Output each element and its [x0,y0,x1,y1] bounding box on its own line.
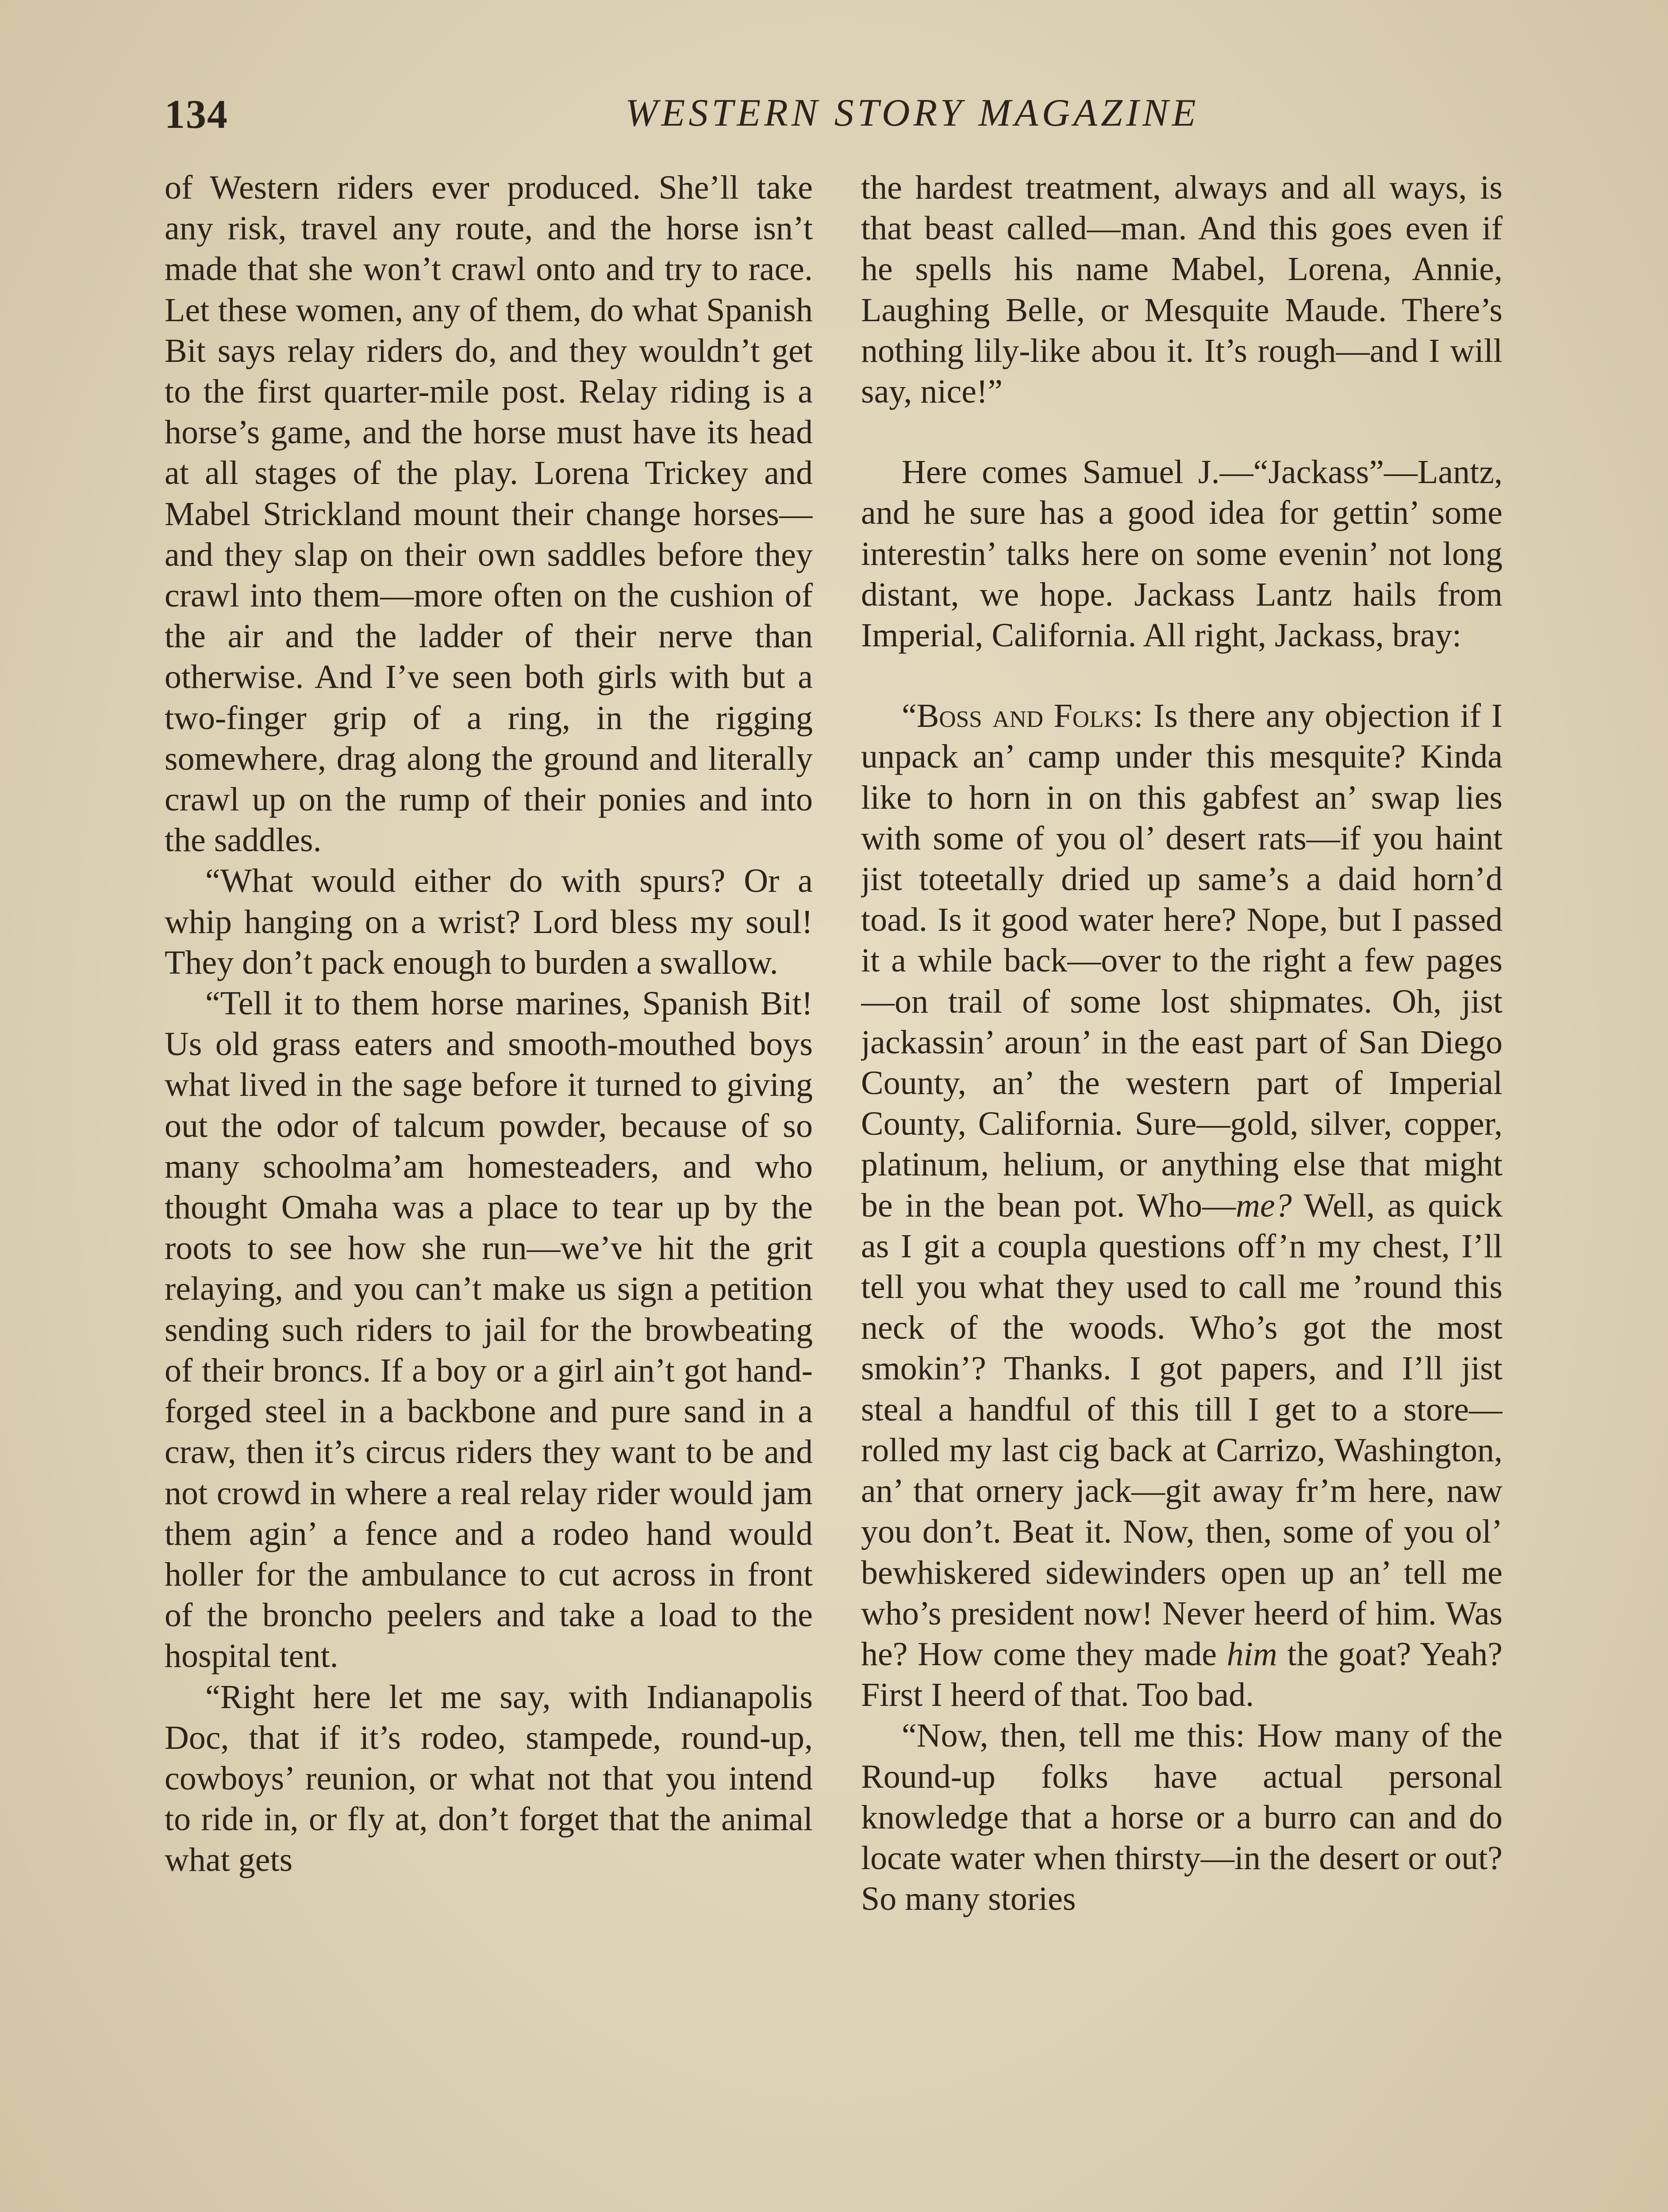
paragraph: the hardest treatment, always and all ways, is that beast called—man. And this goes even if he spells his name Mabel, Lorena, Annie, Laughing Belle, or Mesquite Maude. There’s nothing lily-like abou it. It’s rough—and I will say, nice!” [861,169,1503,411]
right-column [861,167,1503,2212]
text-run: Well, as quick as I git a coupla questions off’n my chest, I’ll tell you what they used to call me ’round this neck of the woods. Who’s got the most smokin’? Thanks. I got papers, and I’ll jist steal a handful of this till I get to a store—rolled my last cig back at Carrizo, Washington, an’ that ornery jack—git away fr’m here, naw you don’t. Beat it. Now, then, some of you ol’ bewhiskered sidewinders open up an’ tell me who’s president now! Never heerd of him. Was he? How come they made [861,1187,1503,1673]
text-run: : Is there any objection if I unpack an’ camp under this mesquite? Kinda like to horn in on this gabfest an’ swap lies with some of you ol’ desert rats—if you haint jist toteetally dried up same’s a daid horn’d toad. Is it good water here? Nope, but I passed it a while back—over to the right a few pages—on trail of some lost shipmates. Oh, jist jackassin’ aroun’ in the east part of San Diego County, an’ the western part of Imperial County, California. Sure—gold, silver, copper, platinum, helium, or anything else that might be in the bean pot. Who— [861,697,1503,1224]
running-head: WESTERN STORY MAGAZINE [625,92,1199,134]
paragraph: of Western riders ever produced. She’ll take any risk, travel any route, and the horse isn’t made that she won’t crawl onto and try to race. Let these women, any of them, do what Spanish Bit says relay riders do, and they wouldn’t get to the first quarter-mile post. Relay riding is a horse’s game, and the horse must have its head at all stages of the play. Lorena Trickey and Mabel Strickland mount their change horses—and they slap on their own saddles before they crawl into them—more often on the cushion of the air and the ladder of their nerve than otherwise. And I’ve seen both girls with but a two-finger grip of a ring, in the rigging somewhere, drag along the ground and literally crawl up on the rump of their ponies and into the saddles. [165,169,813,859]
page-header [165,86,1510,148]
emphasis: him [1226,1635,1277,1673]
text-run: the goat? Yeah? First I heerd of that. Too bad. [861,1635,1503,1714]
letter-paragraph [861,695,1503,1715]
salutation: Boss and Folks [916,697,1134,735]
quote-mark: “ [902,697,917,735]
left-column [165,167,813,2212]
paragraph: “What would either do with spurs? Or a whip hanging on a wrist? Lord bless my soul! They don’t pack enough to burden a swallow. [165,862,813,981]
paragraph: Here comes Samuel J.—“Jackass”—Lantz, and he sure has a good idea for gettin’ some interestin’ talks here on some evenin’ not long distant, we hope. Jackass Lantz hails from Imperial, California. All right, Jackass, bray: [861,453,1503,654]
emphasis: me? [1236,1187,1292,1224]
paragraph: “Now, then, tell me this: How many of the Round-up folks have actual personal knowledge that a horse or a burro can and do locate water when thirsty—in the desert or out? So many stories [861,1717,1503,1918]
page-number: 134 [165,92,228,137]
paragraph: “Right here let me say, with Indianapolis Doc, that if it’s rodeo, stampede, round-up, cowboys’ reunion, or what not that you intend to ride in, or fly at, don’t forget that the animal what gets [165,1678,813,1879]
paragraph: “Tell it to them horse marines, Spanish Bit! Us old grass eaters and smooth-mouthed boys what lived in the sage before it turned to giving out the odor of talcum powder, because of so many schoolma’am homesteaders, and who thought Omaha was a place to tear up by the roots to see how she run—we’ve hit the grit relaying, and you can’t make us sign a petition sending such riders to jail for the browbeating of their broncs. If a boy or a girl ain’t got hand-forged steel in a backbone and pure sand in a craw, then it’s circus riders they want to be and not crowd in where a real relay rider would jam them agin’ a fence and a rodeo hand would holler for the ambulance to cut across in front of the broncho peelers and take a load to the hospital tent. [165,985,813,1675]
